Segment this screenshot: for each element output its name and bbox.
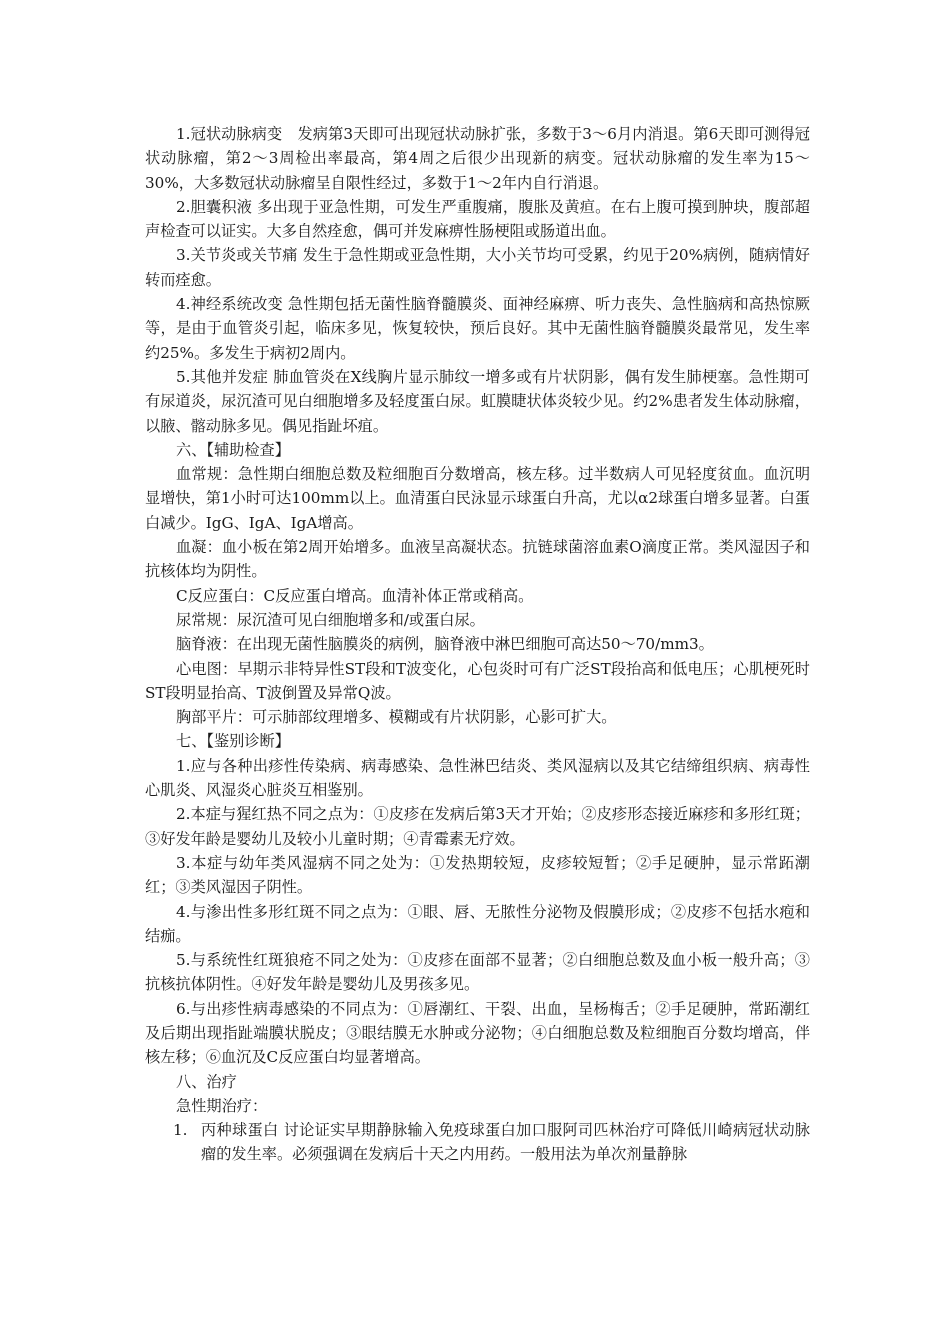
paragraph-differential-2: 2.本症与猩红热不同之点为：①皮疹在发病后第3天才开始；②皮疹形态接近麻疹和多形红斑；③好发年龄是婴幼儿及较小儿童时期；④青霉素无疗效。 (145, 805, 810, 848)
paragraph-nervous-system: 4.神经系统改变 急性期包括无菌性脑脊髓膜炎、面神经麻痹、听力丧失、急性脑病和高热惊厥等，是由于血管炎引起，临床多见，恢复较快，预后良好。其中无菌性脑脊髓膜炎最常见，发生率约25%。多发生于病初2周内。 (145, 295, 810, 362)
section-heading-auxiliary-exams: 六、【辅助检查】 (176, 440, 290, 459)
list-item-text: 丙种球蛋白 讨论证实早期静脉输入免疫球蛋白加口服阿司匹林治疗可降低川崎病冠状动脉瘤的发生率。必须强调在发病后十天之内用药。一般用法为单次剂量静脉 (201, 1121, 810, 1164)
section-heading-treatment: 八、治疗 (176, 1072, 237, 1091)
paragraph-other-complications: 5.其他并发症 肺血管炎在X线胸片显示肺纹一增多或有片状阴影，偶有发生肺梗塞。急性期可有尿道炎，尿沉渣可见白细胞增多及轻度蛋白尿。虹膜睫状体炎较少见。约2%患者发生体动脉瘤，以腋、髂动脉多见。偶见指趾坏疽。 (145, 367, 810, 435)
paragraph-differential-4: 4.与渗出性多形红斑不同之点为：①眼、唇、无脓性分泌物及假膜形成；②皮疹不包括水疱和结痂。 (145, 902, 810, 945)
paragraph-coagulation: 血凝：血小板在第2周开始增多。血液呈高凝状态。抗链球菌溶血素O滴度正常。类风湿因子和抗核体均为阴性。 (145, 538, 810, 581)
paragraph-urine-routine: 尿常规：尿沉渣可见白细胞增多和/或蛋白尿。 (176, 610, 485, 629)
list-number: 1. (173, 1121, 188, 1140)
paragraph-blood-routine: 血常规：急性期白细胞总数及粒细胞百分数增高，核左移。过半数病人可见轻度贫血。血沉明显增快，第1小时可达100mm以上。血清蛋白民泳显示球蛋白升高，尤以α2球蛋白增多显著。白蛋白减少。IgG、IgA、IgA增高。 (145, 465, 810, 532)
paragraph-cerebrospinal-fluid: 脑脊液：在出现无菌性脑膜炎的病例，脑脊液中淋巴细胞可高达50～70/mm3。 (176, 635, 714, 654)
paragraph-coronary-lesion: 1.冠状动脉病变 发病第3天即可出现冠状动脉扩张，多数于3～6月内消退。第6天即可测得冠状动脉瘤，第2～3周检出率最高，第4周之后很少出现新的病变。冠状动脉瘤的发生率为15～30%，大多数冠状动脉瘤呈自限性经过，多数于1～2年内自行消退。 (145, 125, 810, 192)
paragraph-differential-1: 1.应与各种出疹性传染病、病毒感染、急性淋巴结炎、类风湿病以及其它结缔组织病、病毒性心肌炎、风湿炎心脏炎互相鉴别。 (145, 756, 810, 800)
list-item (145, 1118, 810, 1167)
document-page (145, 122, 810, 1167)
paragraph-differential-5: 5.与系统性红斑狼疮不同之处为：①皮疹在面部不显著；②白细胞总数及血小板一般升高；③抗核抗体阴性。④好发年龄是婴幼儿及男孩多见。 (145, 951, 810, 994)
paragraph-ecg: 心电图：早期示非特异性ST段和T波变化，心包炎时可有广泛ST段抬高和低电压；心肌梗死时ST段明显抬高、T波倒置及异常Q波。 (145, 659, 810, 702)
paragraph-c-reactive-protein: C反应蛋白：C反应蛋白增高。血清补体正常或稍高。 (176, 586, 534, 605)
subheading-acute-treatment: 急性期治疗： (176, 1096, 268, 1115)
paragraph-arthritis: 3.关节炎或关节痛 发生于急性期或亚急性期，大小关节均可受累，约见于20%病例，随病情好转而痊愈。 (145, 246, 810, 289)
paragraph-chest-xray: 胸部平片：可示肺部纹理增多、模糊或有片状阴影，心影可扩大。 (176, 708, 617, 727)
section-heading-differential-diagnosis: 七、【鉴别诊断】 (176, 732, 290, 751)
paragraph-differential-3: 3.本症与幼年类风湿病不同之处为：①发热期较短，皮疹较短暂；②手足硬肿，显示常跖潮红；③类风湿因子阴性。 (145, 853, 810, 897)
paragraph-differential-6: 6.与出疹性病毒感染的不同点为：①唇潮红、干裂、出血，呈杨梅舌；②手足硬肿，常跖潮红及后期出现指趾端膜状脱皮；③眼结膜无水肿或分泌物；④白细胞总数及粒细胞百分数均增高，伴核左移；⑥血沉及C反应蛋白均显著增高。 (145, 999, 810, 1067)
paragraph-gallbladder-hydrops: 2.胆囊积液 多出现于亚急性期，可发生严重腹痛，腹胀及黄疸。在右上腹可摸到肿块，腹部超声检查可以证实。大多自然痊愈，偶可并发麻痹性肠梗阻或肠道出血。 (145, 197, 810, 241)
